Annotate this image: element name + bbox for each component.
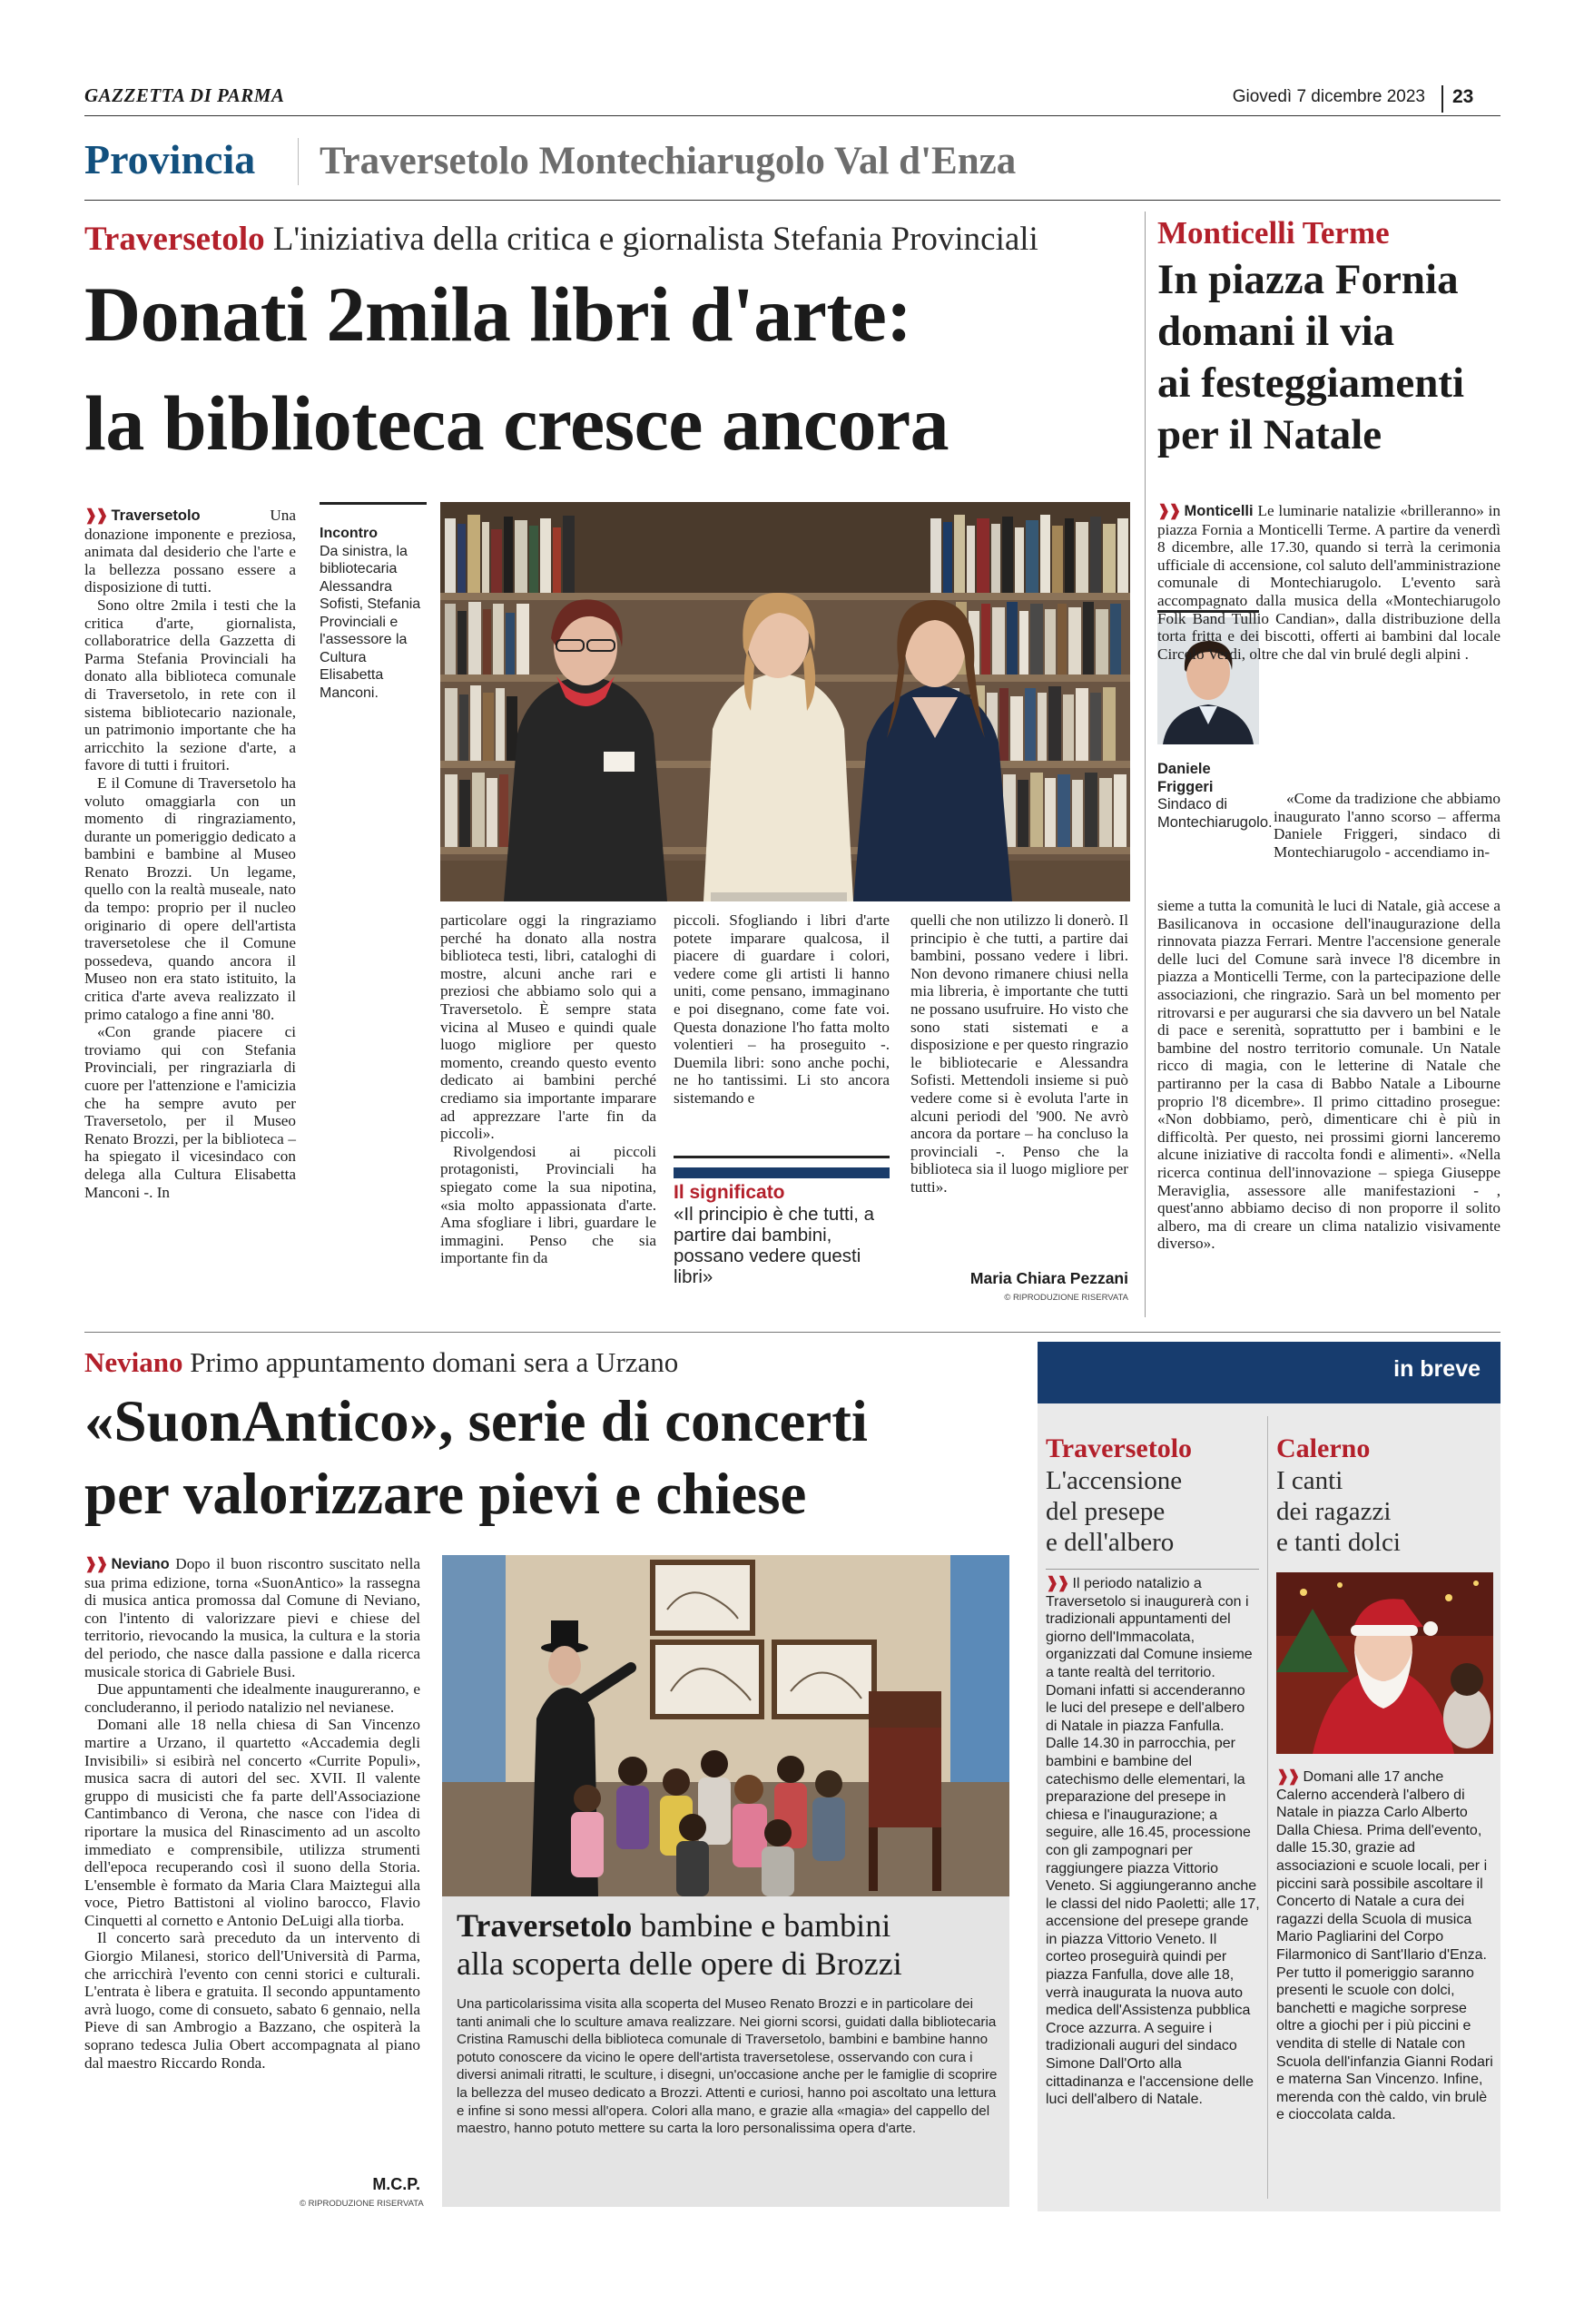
quote-text: «Il principio è che tutti, a partire dai bambini, possano vedere questi libri» — [674, 1204, 875, 1287]
side-lead-place: Monticelli — [1184, 503, 1254, 519]
concert-kicker — [84, 1345, 1010, 1380]
concert-place: Neviano — [84, 1346, 183, 1378]
brief2-title — [1276, 1465, 1494, 1558]
portrait-name: Daniele Friggeri — [1157, 761, 1214, 795]
brief1-title-line3: e dell'albero — [1046, 1528, 1175, 1557]
concert-rights: © RIPRODUZIONE RISERVATA — [300, 2199, 424, 2209]
concert-byline: M.C.P. — [372, 2175, 420, 2193]
caption-rule — [320, 502, 427, 505]
santa-photo — [1276, 1572, 1493, 1754]
main-place: Traversetolo — [84, 221, 265, 258]
masthead-rule — [84, 115, 1500, 116]
main-col1-p4: «Con grande piacere ci troviamo qui con Stefania Provinciali, per ringraziarla di cuore per l'attenzione e l'amicizia che ha sempre avuto per Traversetolo, per il Museo Renato Brozzi, per la biblioteca – ha spiegato il vicesindaco con delega alla Cultura Elisabetta Manconi -. In — [84, 1023, 296, 1201]
main-article-col4 — [910, 911, 1128, 1196]
main-headline-line2: la biblioteca cresce ancora — [84, 379, 949, 467]
side-headline-line4: per il Natale — [1157, 411, 1382, 458]
side-headline-line2: domani il via — [1157, 308, 1395, 355]
brief1-text-block — [1046, 1574, 1260, 2109]
main-col2-p2: Rivolgendosi ai piccoli protagonisti, Provinciali ha spiegato come la sua nipotina, «sia molto appassionata d'arte. Ama sfogliare i libri, guardare le immagini. Penso che sia importante fin da — [440, 1142, 656, 1267]
concert-p1: Dopo il buon riscontro suscitato nella sua prima edizione, torna «SuonAntico» la rassegna di musica antica promossa dal Comune di Neviano, con l'intento di valorizzare pievi e chiese del territorio, rievocando la musica, la cultura e la storia del periodo, che nasce dalla passione e dalla ricerca musicale storica di Gabriele Busi. — [84, 1555, 421, 1680]
brief1-place: Traversetolo — [1046, 1433, 1193, 1463]
concert-p2: Due appuntamenti che idealmente inaugureranno, e concluderanno, il periodo natalizio nel nevianese. — [84, 1680, 420, 1716]
side-lead-mark-icon: ❱❱ — [1157, 502, 1180, 519]
side-article-bottom — [1157, 897, 1500, 1253]
concert-kicker-text: Primo appuntamento domani sera a Urzano — [190, 1346, 679, 1378]
concert-headline-line2: per valorizzare pievi e chiese — [84, 1462, 807, 1527]
main-article-col3 — [674, 911, 890, 1108]
main-col1-p3: E il Comune di Traversetolo ha voluto omaggiarla con un momento di ringraziamento, durante un pomeriggio dedicato a bambini e bambine al Museo Renato Brozzi. Un legame, quello con la realtà museale, nato da tempo: proprio per il nucleo originario di opere dell'artista traversetolese che il Comune possedeva, quando ancora il Museo non era stato istituito, la critica d'arte aveva realizzato il primo catalogo a fine anni '80. — [84, 773, 296, 1023]
main-kicker — [84, 220, 1128, 260]
main-lead-place: Traversetolo — [111, 507, 201, 524]
quote-rule-top — [674, 1156, 890, 1158]
main-col1-p2: Sono oltre 2mila i testi che la critica d'arte, giornalista, collaboratrice della Gazzetta di Parma Stefania Provinciali ha donato alla biblioteca comunale di Traversetolo, in rete con il sistema bibliotecario nazionale, un patrimonio importante che ha arricchito la sezione d'arte, a favore di tutti i fruitori. — [84, 596, 296, 774]
brief2-lead-mark-icon: ❱❱ — [1276, 1768, 1299, 1785]
side-p2-narrow: «Come da tradizione che abbiamo inaugurato l'anno scorso – afferma Daniele Friggeri, sindaco di Montechiarugolo - accendiamo in- — [1274, 790, 1500, 861]
brozzi-place: Traversetolo — [457, 1907, 633, 1944]
section-divider — [298, 138, 299, 185]
photo-caption — [320, 525, 430, 702]
library-photo — [440, 502, 1130, 901]
brief2-place: Calerno — [1276, 1433, 1371, 1463]
concert-p3: Domani alle 18 nella chiesa di San Vincenzo martire a Urzano, il quartetto «Accademia degli Invisibili» si esibirà nel concerto «Currite Populi», musica sacra di autori del sec. XVII. Il valente gruppo di musicisti che fa parte dell'Associazione Cantimbanco di Verona, che nasce con l'idea di riportare la musica del Rinascimento ad un ascolto immediato e comprensibile, utilizza strumenti dell'epoca recuperando così il suono della Storia. L'ensemble è formato da Maria Clara Maiztegui alla voce, Pietro Battistoni al violino barocco, Flavio Cinquetti al cornetto e Antonio DeLuigi alla tiorba. — [84, 1716, 420, 1929]
main-article-col1 — [84, 507, 296, 1201]
lower-section-rule — [84, 1332, 1500, 1333]
brief2-title-line3: e tanti dolci — [1276, 1528, 1401, 1557]
concert-lead-mark-icon: ❱❱ — [84, 1555, 107, 1572]
brief1-lead-mark-icon: ❱❱ — [1046, 1574, 1068, 1591]
side-place: Monticelli Terme — [1157, 215, 1390, 251]
portrait-caption — [1157, 761, 1273, 832]
main-col2-p1: particolare oggi la ringraziamo perché ha donato alla nostra biblioteca testi, libri, cataloghi di mostre, alcuni anche rari e preziosi che abbiamo solo qui a Traversetolo. È sempre stata vicina al Museo e quindi quale luogo migliore per questo momento, creando questo evento dedicato ai bambini perché crediamo sia importante imparare ad apprezzare l'arte fin da piccoli». — [440, 911, 656, 1143]
portrait-role: Sindaco di Montechiarugolo. — [1157, 796, 1273, 831]
brief2-head — [1276, 1433, 1494, 1558]
side-article-top — [1157, 502, 1500, 663]
concert-lead-place: Neviano — [111, 1556, 170, 1572]
brozzi-headline-rest: bambine e bambini — [640, 1907, 891, 1944]
side-headline — [1157, 254, 1502, 461]
brief1-title-line1: L'accensione — [1046, 1466, 1183, 1495]
section-subtitle: Traversetolo Montechiarugolo Val d'Enza — [320, 140, 1017, 182]
main-article-col2 — [440, 911, 656, 1267]
quote-box — [674, 1182, 890, 1287]
main-col3-p1: piccoli. Sfogliando i libri d'arte potete imparare qualcosa, il piacere di guardare i colori, vedere come gli artisti li hanno uniti, come pensano, immaginano e poi disegnano, come fate voi. Questa donazione l'ho fatta molto volentieri – ha proseguito -. Duemila libri: sono anche pochi, ne ho tantissimi. Li sto ancora sistemando e — [674, 911, 890, 1107]
brief2-text: Domani alle 17 anche Calerno accenderà l'albero di Natale in piazza Carlo Alberto Dalla Chiesa. Prima dell'evento, dalle 15.30, grazie ad associazioni e scuole locali, per i piccini sarà possibile ascoltare il Concerto di Natale a cura dei ragazzi della Scuola di musica Mario Pagliarini del Corpo Filarmonico di Sant'Ilario d'Enza. Per tutto il pomeriggio saranno presenti le scuole con dolci, banchetti e magiche sorprese oltre a giochi per i più piccini e vendita di stelle di Natale con Scuola dell'infanzia Gianni Rodari e materna San Vincenzo. Infine, merenda con thè caldo, vin brulè e cioccolata calda. — [1276, 1769, 1493, 2123]
museum-photo-art — [442, 1555, 1009, 1896]
brozzi-headline — [457, 1906, 1001, 1983]
main-col4-p1: quelli che non utilizzo li donerò. Il principio è che tutti, a partire dai bambini, possano vedere i libri. Non devono rimanere chiusi nella mia libreria, è importante che tutti ne possano usufruire. Ho visto che sono stati sistemati e a disposizione e per questo ringrazio le bibliotecarie e Alessandra Sofisti. Mettendoli insieme si può vedere come si è evoluta l'arte in alcuni periodi del '900. Ne avrò ancora da portare – ha concluso la provinciali -. Penso che la biblioteca sia il luogo migliore per tutti». — [910, 911, 1128, 1196]
concert-p4: Il concerto sarà preceduto da un intervento di Giorgio Milanesi, storico dell'Università di Parma, che arricchirà l'evento con cenni storici e culturali. L'entrata è libera e gratuita. Il secondo appuntamento avrà luogo, come di consueto, sabato 6 gennaio, nella Pieve di san Ambrogio a Bazzano, che ospiterà la soprano tedesca Julia Obert accompagnata al piano dal maestro Riccardo Ronda. — [84, 1929, 420, 2072]
library-photo-art — [440, 502, 1130, 901]
brief1-text: Il periodo natalizio a Traversetolo si inaugurerà con i tradizionali appuntamenti del giorno dell'Immacolata, organizzati dal Comune insieme a tante realtà del territorio. Domani infatti si accenderanno le luci del presepe e dell'albero di Natale in piazza Fanfulla. Dalle 14.30 in parrocchia, per bambini e bambine del catechismo delle elementari, la preparazione del presepe in chiesa e l'inaugurazione; a seguire, alle 16.45, processione con gli zampognari per raggiungere piazza Vittorio Veneto. Si aggiungeranno anche le classi del nido Paoletti; alle 17, accensione del presepe grande in piazza Vittorio Veneto. Il corteo proseguirà quindi per piazza Fanfulla, dove alle 18, verrà inaugurata la nuova auto medica dell'Assistenza pubblica Croce azzurra. A seguire i tradizionali auguri del sindaco Simone Dall'Orto alla cittadinanza e l'accensione delle luci dell'albero di Natale. — [1046, 1576, 1260, 2108]
side-headline-line3: ai festeggiamenti — [1157, 359, 1465, 407]
santa-photo-art — [1276, 1572, 1493, 1754]
brief2-title-line2: dei ragazzi — [1276, 1497, 1392, 1526]
main-kicker-text: L'iniziativa della critica e giornalista Stefania Provinciali — [272, 221, 1038, 258]
brief1-title — [1046, 1465, 1259, 1558]
brief1-rule — [1046, 1569, 1259, 1570]
lead-mark-icon: ❱❱ — [84, 507, 107, 524]
brief1-title-line2: del presepe — [1046, 1497, 1166, 1526]
main-headline-line1: Donati 2mila libri d'arte: — [84, 271, 912, 358]
main-col1-p1: Una donazione imponente e preziosa, animata dal desiderio che l'arte e la bellezza possano essere a disposizione di tutti. — [84, 507, 296, 596]
main-byline: Maria Chiara Pezzani — [969, 1269, 1128, 1287]
main-rights: © RIPRODUZIONE RISERVATA — [1004, 1293, 1128, 1303]
section-rule — [84, 200, 1500, 201]
side-p2-full: sieme a tutta la comunità le luci di Natale, già accese a Basilicanova in occasione dell'inaugurazione della rinnovata piazza Ferrari. Mentre l'accensione generale delle luci del Comune sarà invece l'8 dicembre in piazza a Monticelli Terme, con la partecipazione delle associazioni, che ringrazio. Sarà un bel momento per ritrovarsi e per augurarsi che sia davvero un bel Natale di pace e serenità, soprattutto per i bambini e le bambine del nostro territorio comunale. Un Natale ricco di magia, con le letterine di Natale che partiranno per la casa di Babbo Natale a Libourne proprio l'8 dicembre». Il primo cittadino prosegue: «Non dobbiamo, però, dimenticare chi è più in difficoltà. Per questo, nei prossimi giorni lanceremo alcune iniziative di raccolta fondi e alimenti». «Nella ricerca continua dell'innovazione – spiega Giuseppe Meraviglia, assessore alle manifestazioni - , quest'anno abbiamo deciso di non proporre il solito albero, ma di creare un clima natalizio visivamente diverso». — [1157, 897, 1500, 1253]
quote-title: Il significato — [674, 1182, 785, 1203]
brief2-title-line1: I canti — [1276, 1466, 1343, 1495]
side-article-narrow — [1274, 790, 1500, 861]
caption-text: Da sinistra, la bibliotecaria Alessandra Sofisti, Stefania Provinciali e l'assessore la Cultura Elisabetta Manconi. — [320, 543, 421, 701]
issue-date: Giovedì 7 dicembre 2023 — [1232, 87, 1425, 106]
newspaper-name: GAZZETTA DI PARMA — [84, 84, 285, 106]
brief1-head — [1046, 1433, 1259, 1558]
quote-bar — [674, 1167, 890, 1178]
column-divider — [1145, 212, 1146, 1317]
concert-article-body — [84, 1555, 420, 2072]
masthead-divider — [1441, 85, 1443, 113]
brozzi-headline-line2: alla scoperta delle opere di Brozzi — [457, 1945, 902, 1982]
section-title: Provincia — [84, 136, 256, 182]
page-number: 23 — [1452, 86, 1474, 107]
in-breve-label: in breve — [1393, 1356, 1481, 1382]
side-headline-line1: In piazza Fornia — [1157, 256, 1459, 303]
in-breve-divider — [1267, 1416, 1268, 2199]
caption-title: Incontro — [320, 526, 378, 541]
museum-photo — [442, 1555, 1009, 1896]
side-p1: Le luminarie natalizie «brilleranno» in piazza Fornia a Monticelli Terme. A partire da venerdì 8 dicembre, alle 17.30, quando si terrà la cerimonia ufficiale di accensione, col saluto dell'amministrazione comunale di Montechiarugolo. L'evento sarà accompagnato dalla musica della «Montechiarugolo Folk Band Tullio Candian», dalla distribuzione della torta fritta e dei biscotti, offerti ai bambini dal locale Circolo Verdi, oltre che dal vin brulé degli alpini . — [1157, 502, 1501, 663]
brief2-text-block — [1276, 1768, 1494, 2124]
concert-headline-line1: «SuonAntico», serie di concerti — [84, 1389, 868, 1454]
brozzi-text: Una particolarissima visita alla scoperta del Museo Renato Brozzi e in particolare dei tanti animali che lo sculture amava realizzare. Nei giorni scorsi, guidati dalla bibliotecaria Cristina Ramuschi della biblioteca comunale di Traversetolo, bambini e bambine hanno potuto conoscere da vicino le opere dell'artista traversetolese, osservando con cura i diversi animali ritratti, le sculture, i disegni, un'occasione anche per le famiglie di scoprire la bellezza del museo dedicato a Brozzi. Attenti e curiosi, hanno poi ascoltato una lettura e infine si sono messi all'opera. Colori alla mano, e grazie alla «magia» del cappello del maestro, hanno potuto mettere su carta la loro personalissima opera d'arte. — [457, 1996, 998, 2137]
